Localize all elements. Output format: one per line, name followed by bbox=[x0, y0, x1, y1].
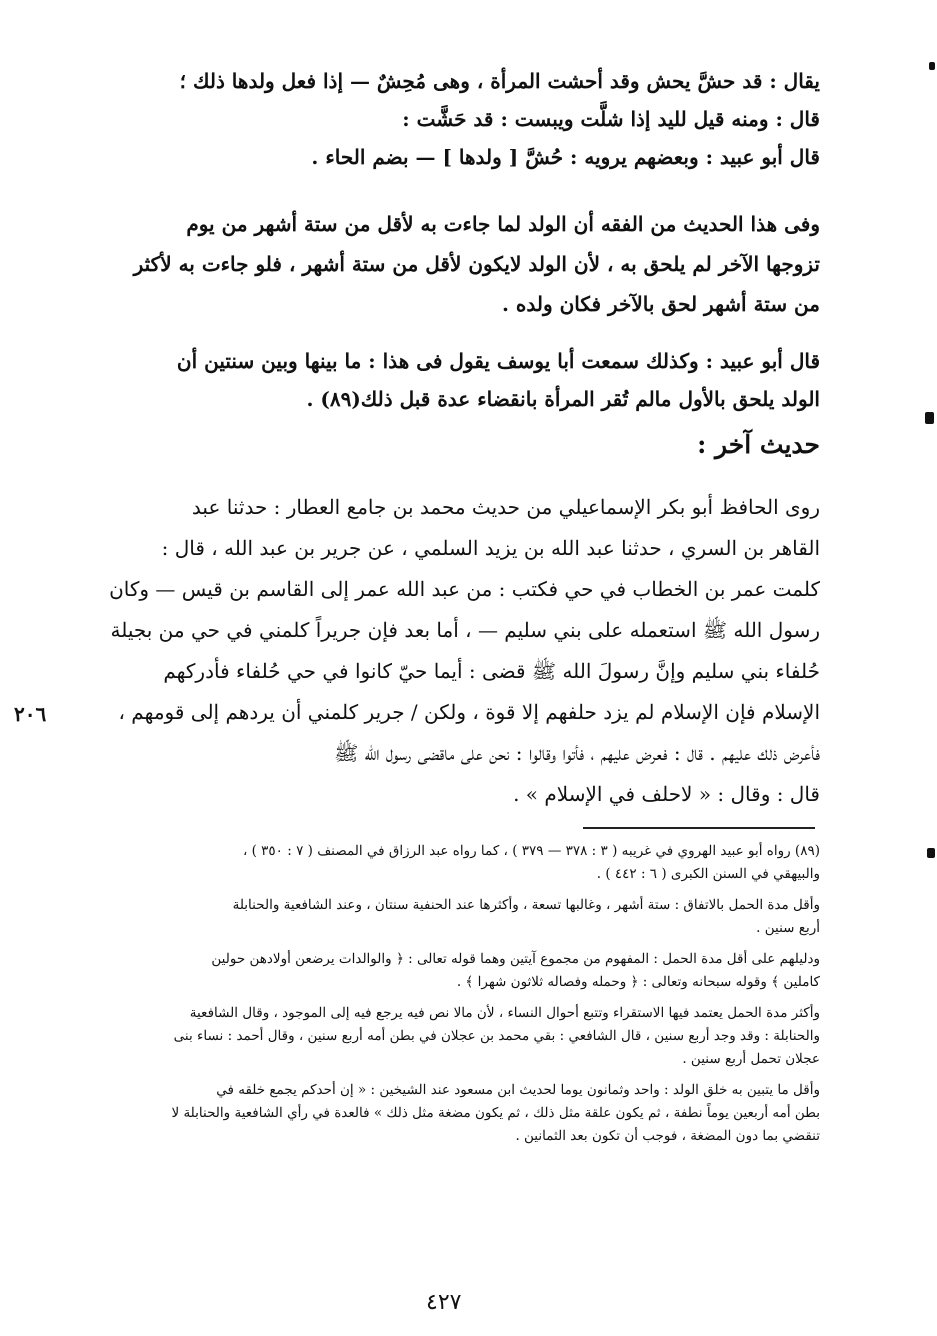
footnote-line: عجلان تحمل أربع سنين . bbox=[682, 1051, 820, 1067]
footnote-line: تنقضي بما دون المضغة ، فوجب أن تكون بعد الثمانين . bbox=[515, 1128, 820, 1144]
paragraph-line: وفى هذا الحديث من الفقه أن الولد لما جاءت به لأقل من ستة أشهر من يوم bbox=[186, 212, 820, 236]
paragraph-fiqh bbox=[80, 204, 820, 324]
section-heading: حديث آخر : bbox=[697, 430, 820, 459]
intro-line: يقال : قد حشَّ يحش وقد أحشت المرأة ، وهى مُحِشٌ — إذا فعل ولدها ذلك ؛ bbox=[179, 69, 820, 93]
narration-line: قال : وقال : « لاحلف في الإسلام » . bbox=[513, 782, 820, 806]
footnote-line: أربع سنين . bbox=[756, 920, 820, 936]
intro-line: قال : ومنه قيل لليد إذا شلَّت ويبست : قد حَشَّت : bbox=[402, 107, 820, 131]
intro-text-block bbox=[80, 62, 820, 176]
narration-line: كلمت عمر بن الخطاب في حي فكتب : من عبد الله عمر إلى القاسم بن قيس — وكان bbox=[109, 577, 820, 601]
paragraph-line: تزوجها الآخر لم يلحق به ، لأن الولد لايكون لأقل من ستة أشهر ، فلو جاءت به لأكثر bbox=[133, 252, 820, 276]
footnotes bbox=[80, 840, 820, 1148]
footnote-gap bbox=[80, 994, 820, 1002]
hadith-narration bbox=[80, 487, 820, 815]
binding-mark bbox=[929, 62, 935, 70]
binding-mark bbox=[927, 848, 935, 858]
footnote-line: وأقل مدة الحمل بالاتفاق : ستة أشهر ، وغالبها تسعة ، وأكثرها عند الحنفية سنتان ، وعند الشافعية والحنابلة bbox=[232, 897, 820, 913]
footnote-divider bbox=[583, 827, 815, 829]
footnote-gap bbox=[80, 1071, 820, 1079]
footnote-line: وأكثر مدة الحمل يعتمد فيها الاستقراء وتتبع أحوال النساء ، لأن مالا نص فيه يرجع فيه إلى الموجود ، وقال الشافعية bbox=[189, 1005, 820, 1021]
narration-line: رسول الله ﷺ استعمله على بني سليم — ، أما بعد فإن جريراً كلمني في حي من بجيلة bbox=[110, 618, 820, 642]
footnote-line: بطن أمه أربعين يوماً نطفة ، ثم يكون علقة مثل ذلك ، ثم يكون مضغة مثل ذلك » فالعدة في رأي الشافعية والحنابلة لا bbox=[171, 1105, 820, 1121]
paragraph-line: من ستة أشهر لحق بالآخر فكان ولده . bbox=[502, 292, 820, 316]
narration-line: روى الحافظ أبو بكر الإسماعيلي من حديث محمد بن جامع العطار : حدثنا عبد bbox=[191, 495, 820, 519]
binding-mark bbox=[925, 412, 934, 424]
paragraph-line: الولد يلحق بالأول مالم تُقر المرأة بانقضاء عدة قبل ذلك(٨٩) . bbox=[306, 387, 820, 411]
narration-line: حُلفاء بني سليم وإنَّ رسولَ الله ﷺ قضى : أيما حيّ كانوا في حي حُلفاء فأدركهم bbox=[163, 659, 820, 683]
narration-line: القاهر بن السري ، حدثنا عبد الله بن يزيد السلمي ، عن جرير بن عبد الله ، قال : bbox=[161, 536, 820, 560]
footnote-line: ودليلهم على أقل مدة الحمل : المفهوم من مجموع آيتين وهما قوله تعالى : ﴿ والوالدات يرضعن أولادهن حولين bbox=[211, 951, 820, 967]
footnote-line: وأقل ما يتبين به خلق الولد : واحد وثمانون يوما لحديث ابن مسعود عند الشيخين : « إن أحدكم يجمع خلقه في bbox=[216, 1082, 820, 1098]
narration-line: فأعرض ذلك عليهم . قال : فعرض عليهم ، فأتوا وقالوا : نحن على ماقضى رسول الله ﷺ bbox=[334, 741, 820, 765]
footnote-line: والبيهقي في السنن الكبرى ( ٦ : ٤٤٢ ) . bbox=[596, 866, 820, 882]
narration-line: الإسلام فإن الإسلام لم يزد حلفهم إلا قوة ، ولكن / جرير كلمني أن يردهم إلى قومهم ، bbox=[118, 700, 820, 724]
footnote-gap bbox=[80, 886, 820, 894]
footnote-line: (٨٩) رواه أبو عبيد الهروي في غريبه ( ٣ : ٣٧٨ — ٣٧٩ ) ، كما رواه عبد الرزاق في المصنف ( ٧ : ٣٥٠ ) ، bbox=[242, 843, 820, 859]
footnote-gap bbox=[80, 940, 820, 948]
margin-page-reference: ٢٠٦ bbox=[14, 702, 47, 726]
footnote-line: كاملين ﴾ وقوله سبحانه وتعالى : ﴿ وحمله وفصاله ثلاثون شهرا ﴾ . bbox=[456, 974, 820, 990]
paragraph-abu-ubaid bbox=[80, 342, 820, 418]
page-number: ٤٢٧ bbox=[426, 1290, 462, 1315]
footnote-line: والحنابلة : وقد وجد أربع سنين ، قال الشافعي : بقي محمد بن عجلان في بطن أمه أربع سنين ، وقال أحمد : نساء بنى bbox=[173, 1028, 820, 1044]
intro-line: قال أبو عبيد : وبعضهم يرويه : حُشَّ [ ولدها ] — بضم الحاء . bbox=[311, 145, 820, 169]
paragraph-line: قال أبو عبيد : وكذلك سمعت أبا يوسف يقول فى هذا : ما بينها وبين سنتين أن bbox=[176, 349, 820, 373]
